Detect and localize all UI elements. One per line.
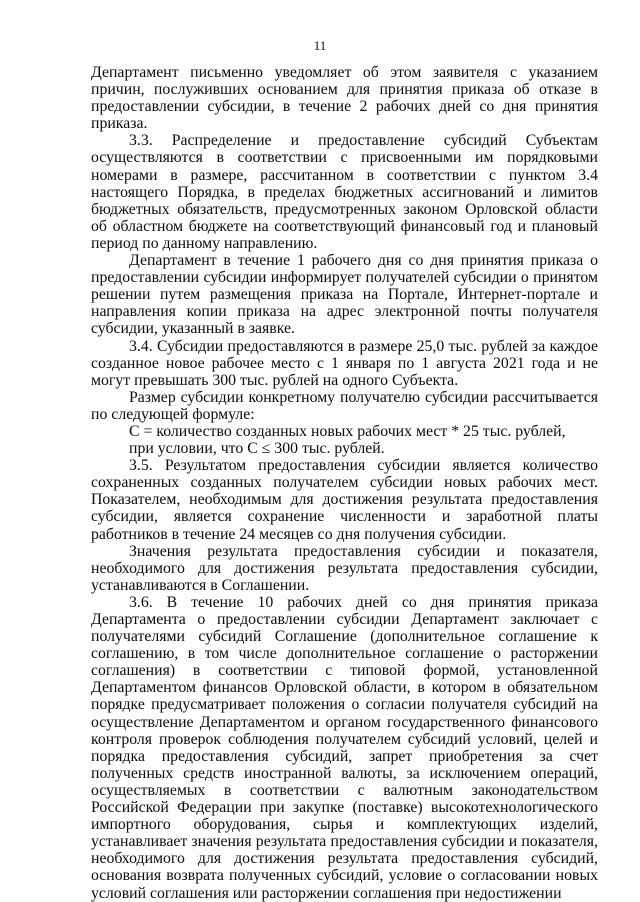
paragraph-indicator-values: Значения результата предоставления субсидии и показателя, необходимого для достижения результата предоставления субсидии, устанавливаются в Соглашении. [91, 542, 598, 594]
formula-condition: при условии, что С ≤ 300 тыс. рублей. [129, 440, 385, 458]
paragraph-3-3: 3.3. Распределение и предоставление субсидий Субъектам осуществляются в соответствии с присвоенными им порядковыми номерами в размере, рассчитанном в соответствии с пунктом 3.4 настоящего Порядка, в пределах бюджетных ассигнований и лимитов бюджетных обязательств, предусмотренных законом Орловской области об областном бюджете на соответствующий финансовый год и плановый период по данному направлению. [91, 132, 598, 252]
paragraph-3-4: 3.4. Субсидии предоставляются в размере 25,0 тыс. рублей за каждое созданное новое рабочее место с 1 января по 1 августа 2021 года и не могут превышать 300 тыс. рублей на одного Субъекта. [91, 337, 598, 389]
paragraph-notification: Департамент письменно уведомляет об этом заявителя с указанием причин, послуживших основанием для принятия приказа об отказе в предоставлении субсидии, в течение 2 рабочих дней со дня принятия приказа. [91, 64, 598, 133]
document-body [91, 64, 598, 902]
page-number: 11 [313, 38, 327, 53]
paragraph-formula-intro: Размер субсидии конкретному получателю субсидии рассчитывается по следующей формуле: [91, 388, 598, 423]
paragraph-3-5: 3.5. Результатом предоставления субсидии является количество сохраненных созданных получателем субсидии новых рабочих мест. Показателем, необходимым для достижения результата предоставления субсидии, является сохранение численности и заработной платы работников в течение 24 месяцев со дня получения субсидии. [91, 457, 598, 543]
paragraph-informing: Департамент в течение 1 рабочего дня со дня принятия приказа о предоставлении субсидии информирует получателей субсидии о принятом решении путем размещения приказа на Портале, Интернет-портале и направления копии приказа на адрес электронной почты получателя субсидии, указанный в заявке. [91, 252, 598, 338]
paragraph-3-6: 3.6. В течение 10 рабочих дней со дня принятия приказа Департамента о предоставлении субсидии Департамент заключает с получателями субсидий Соглашение (дополнительное соглашение к соглашению, в том числе дополнительное соглашение о расторжении соглашения) в соответствии с типовой формой, установленной Департаментом финансов Орловской области, в котором в обязательном порядке предусматривает положения о согласии получателя субсидий на осуществление Департаментом и органом государственного финансового контроля проверок соблюдения получателем субсидий условий, целей и порядка предоставления субсидий, запрет приобретения за счет полученных средств иностранной валюты, за исключением операций, осуществляемых в соответствии с валютным законодательством Российской Федерации при закупке (поставке) высокотехнологического импортного оборудования, сырья и комплектующих изделий, устанавливает значения результата предоставления субсидии и показателя, необходимого для достижения результата предоставления субсидий, основания возврата полученных субсидий, условие о согласовании новых условий соглашения или расторжении соглашения при недостижении [91, 593, 598, 902]
formula-line: С = количество созданных новых рабочих мест * 25 тыс. рублей, [129, 422, 566, 440]
